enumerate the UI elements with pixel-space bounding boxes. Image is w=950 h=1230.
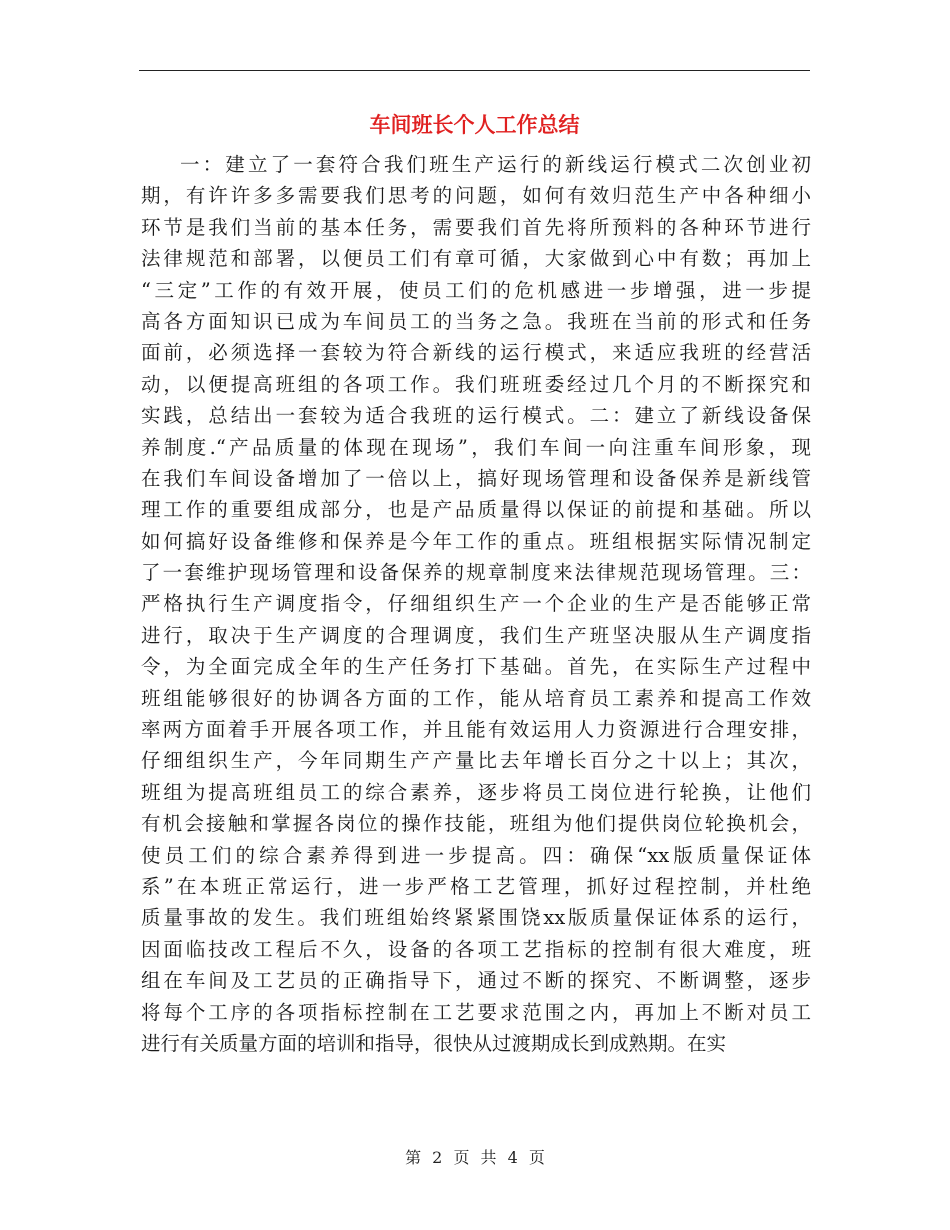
body-line: 系”在本班正常运行，进一步严格工艺管理，抓好过程控制，并杜绝 [141,874,811,898]
body-line: 如何搞好设备维修和保养是今年工作的重点。班组根据实际情况制定 [141,529,811,553]
body-line: 动，以便提高班组的各项工作。我们班班委经过几个月的不断探究和 [141,372,811,396]
header-rule [139,70,810,71]
body-line: 进行有关质量方面的培训和指导，很快从过渡期成长到成熟期。在实 [141,1031,727,1055]
body-line: 理工作的重要组成部分，也是产品质量得以保证的前提和基础。所以 [141,498,811,522]
body-line: 养制度.“产品质量的体现在现场”，我们车间一向注重车间形象，现 [141,435,811,459]
body-line: 进行，取决于生产调度的合理调度，我们生产班坚决服从生产调度指 [141,623,811,647]
body-line: 严格执行生产调度指令，仔细组织生产一个企业的生产是否能够正常 [141,592,811,616]
body-line: 有机会接触和掌握各岗位的操作技能，班组为他们提供岗位轮换机会， [141,812,811,836]
body-line: 高各方面知识已成为车间员工的当务之急。我班在当前的形式和任务 [141,309,811,333]
body-line: 实践，总结出一套较为适合我班的运行模式。二：建立了新线设备保 [141,404,811,428]
body-line: 了一套维护现场管理和设备保养的规章制度来法律规范现场管理。三： [141,561,811,585]
body-line: 率两方面着手开展各项工作，并且能有效运用人力资源进行合理安排， [141,718,811,742]
body-line: 令，为全面完成全年的生产任务打下基础。首先，在实际生产过程中 [141,655,811,679]
body-line: 在我们车间设备增加了一倍以上，搞好现场管理和设备保养是新线管 [141,466,811,490]
body-line: 将每个工序的各项指标控制在工艺要求范围之内，再加上不断对员工 [141,1000,811,1024]
document-body [141,149,811,1059]
body-line: 一：建立了一套符合我们班生产运行的新线运行模式二次创业初 [180,153,811,176]
body-line: 环节是我们当前的基本任务，需要我们首先将所预料的各种环节进行 [141,215,811,239]
body-line: 班组能够很好的协调各方面的工作，能从培育员工素养和提高工作效 [141,686,811,710]
body-line: 面前，必须选择一套较为符合新线的运行模式，来适应我班的经营活 [141,341,811,365]
body-line: 期，有许许多多需要我们思考的问题，如何有效归范生产中各种细小 [141,184,811,208]
body-line: 法律规范和部署，以便员工们有章可循，大家做到心中有数；再加上 [141,247,811,271]
body-line: 班组为提高班组员工的综合素养，逐步将员工岗位进行轮换，让他们 [141,780,811,804]
body-line: 质量事故的发生。我们班组始终紧紧围饶xx版质量保证体系的运行， [141,906,811,930]
body-line: 组在车间及工艺员的正确指导下，通过不断的探究、不断调整，逐步 [141,969,811,993]
page-number: 第 2 页 共 4 页 [405,1148,545,1167]
document-title: 车间班长个人工作总结 [369,113,580,137]
body-line: 仔细组织生产，今年同期生产产量比去年增长百分之十以上；其次， [141,749,811,773]
body-line: “三定”工作的有效开展，使员工们的危机感进一步增强，进一步提 [141,278,811,302]
body-line: 因面临技改工程后不久，设备的各项工艺指标的控制有很大难度，班 [141,937,811,961]
body-line: 使员工们的综合素养得到进一步提高。四：确保“xx版质量保证体 [141,843,811,867]
